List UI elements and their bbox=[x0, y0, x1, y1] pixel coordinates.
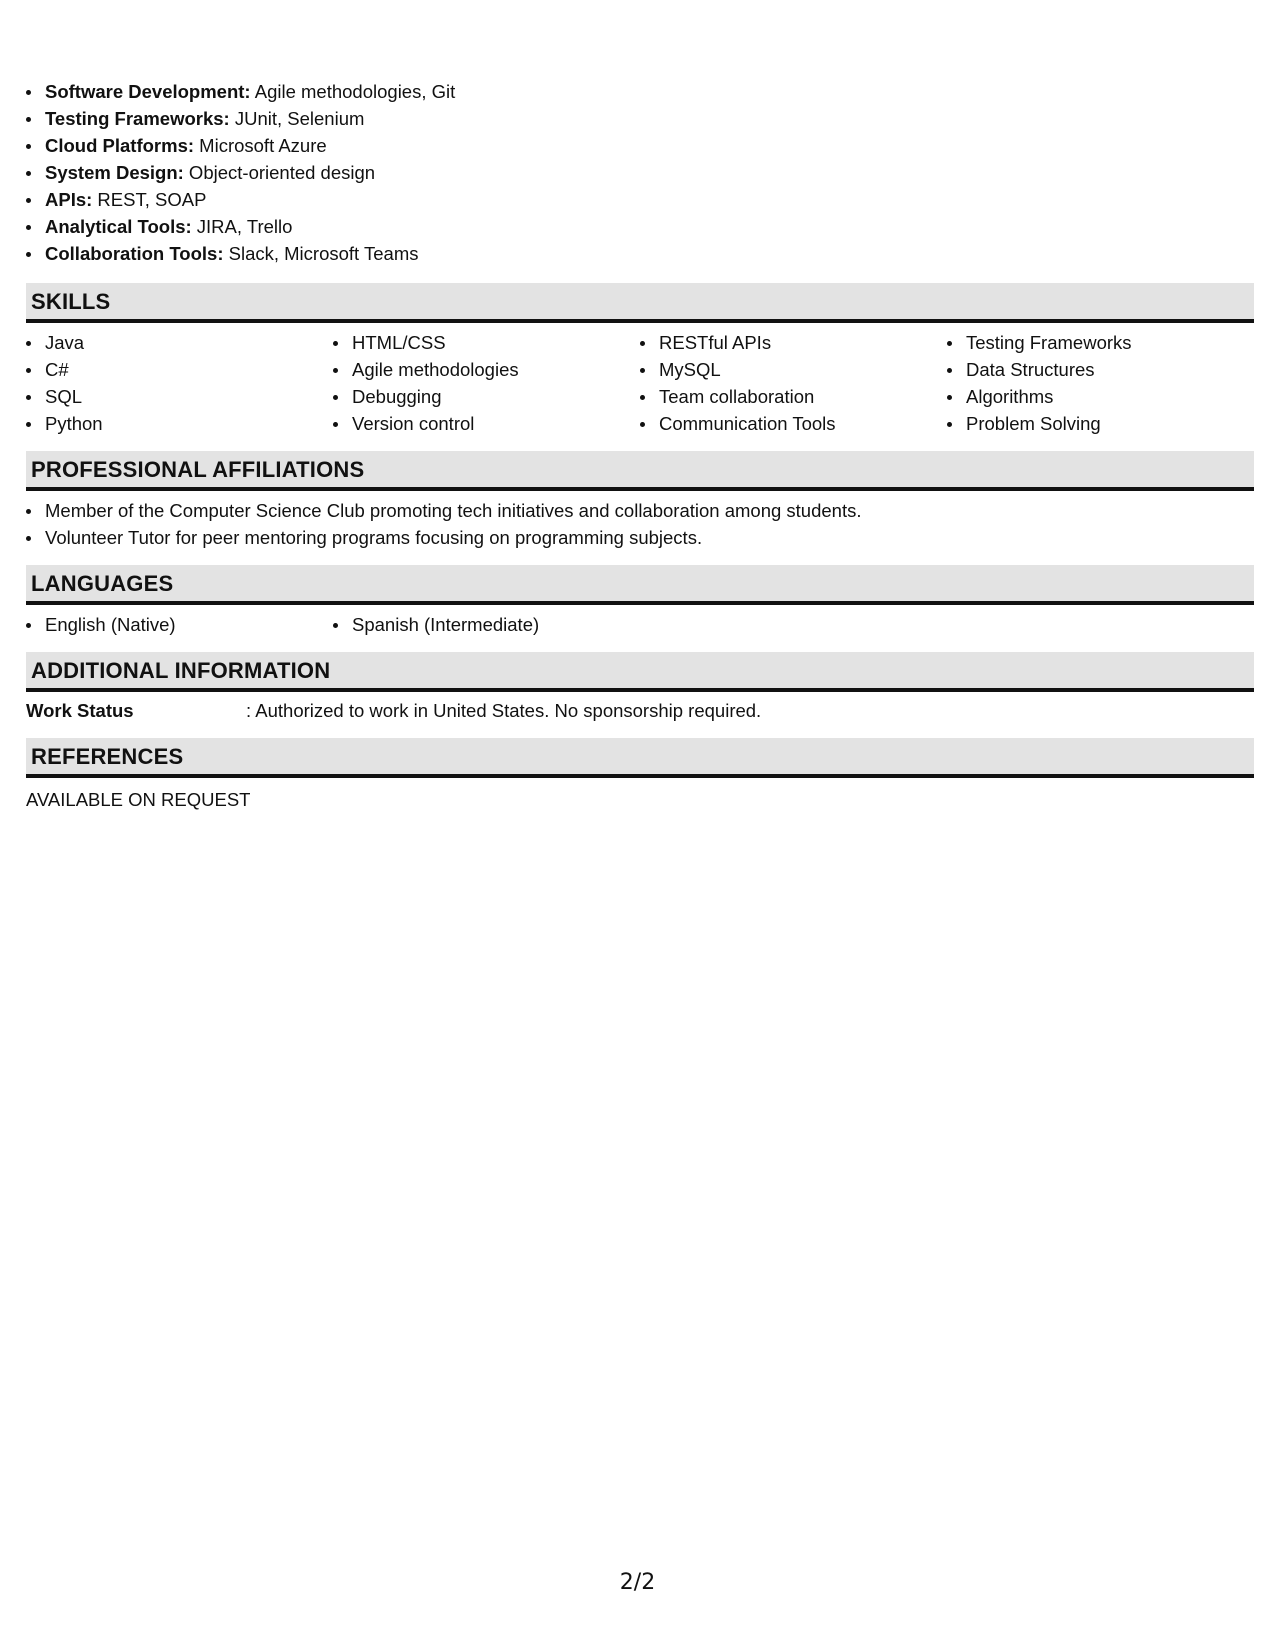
languages-column bbox=[333, 611, 539, 638]
additional-information-section bbox=[26, 652, 1254, 724]
list-item: Testing Frameworks bbox=[947, 329, 1254, 356]
technical-skill-label: System Design: bbox=[45, 162, 184, 183]
list-item: Python bbox=[26, 410, 333, 437]
list-item bbox=[26, 186, 1254, 213]
technical-skill-label: Cloud Platforms: bbox=[45, 135, 195, 156]
references-text: AVAILABLE ON REQUEST bbox=[26, 789, 251, 810]
resume-content bbox=[26, 78, 1254, 813]
spacer bbox=[26, 724, 1254, 738]
list-item: C# bbox=[26, 356, 333, 383]
list-item: Team collaboration bbox=[640, 383, 947, 410]
work-status-value: : Authorized to work in United States. No sponsorship required. bbox=[246, 700, 762, 721]
list-item: Data Structures bbox=[947, 356, 1254, 383]
languages-column bbox=[26, 611, 333, 638]
list-item bbox=[26, 159, 1254, 186]
technical-skill-value: Slack, Microsoft Teams bbox=[223, 243, 419, 264]
skills-column bbox=[333, 329, 640, 437]
list-item bbox=[26, 78, 1254, 105]
technical-skill-value: Agile methodologies, Git bbox=[250, 81, 456, 102]
list-item: HTML/CSS bbox=[333, 329, 640, 356]
technical-skills-list bbox=[26, 78, 1254, 267]
technical-skill-value: Object-oriented design bbox=[183, 162, 376, 183]
technical-skill-label: Analytical Tools: bbox=[45, 216, 192, 237]
section-heading: PROFESSIONAL AFFILIATIONS bbox=[26, 451, 1254, 491]
list-item: RESTful APIs bbox=[640, 329, 947, 356]
list-item bbox=[26, 213, 1254, 240]
section-heading: REFERENCES bbox=[26, 738, 1254, 778]
list-item bbox=[26, 132, 1254, 159]
list-item: Spanish (Intermediate) bbox=[333, 611, 539, 638]
technical-skill-value: JUnit, Selenium bbox=[229, 108, 365, 129]
work-status-row bbox=[26, 692, 1254, 724]
work-status-label: Work Status bbox=[26, 700, 134, 721]
list-item: Algorithms bbox=[947, 383, 1254, 410]
list-item: Volunteer Tutor for peer mentoring programs focusing on programming subjects. bbox=[26, 524, 1254, 551]
list-item bbox=[26, 240, 1254, 267]
list-item: Problem Solving bbox=[947, 410, 1254, 437]
spacer bbox=[26, 638, 1254, 652]
technical-skill-value: REST, SOAP bbox=[92, 189, 207, 210]
section-heading: SKILLS bbox=[26, 283, 1254, 323]
technical-skill-label: Collaboration Tools: bbox=[45, 243, 224, 264]
technical-skill-label: Software Development: bbox=[45, 81, 251, 102]
skills-grid bbox=[26, 323, 1254, 437]
spacer bbox=[26, 551, 1254, 565]
list-item: Version control bbox=[333, 410, 640, 437]
skills-column bbox=[26, 329, 333, 437]
list-item bbox=[26, 105, 1254, 132]
technical-skill-label: APIs: bbox=[45, 189, 93, 210]
references-section bbox=[26, 738, 1254, 813]
affiliations-list bbox=[26, 491, 1254, 551]
spacer bbox=[26, 437, 1254, 451]
list-item: Debugging bbox=[333, 383, 640, 410]
list-item: MySQL bbox=[640, 356, 947, 383]
skills-column bbox=[640, 329, 947, 437]
list-item: Agile methodologies bbox=[333, 356, 640, 383]
list-item: Member of the Computer Science Club promoting tech initiatives and collaboration among students. bbox=[26, 497, 1254, 524]
technical-skill-label: Testing Frameworks: bbox=[45, 108, 230, 129]
languages-grid bbox=[26, 605, 1254, 638]
skills-section bbox=[26, 283, 1254, 437]
list-item: Communication Tools bbox=[640, 410, 947, 437]
technical-skill-value: Microsoft Azure bbox=[194, 135, 327, 156]
section-heading: ADDITIONAL INFORMATION bbox=[26, 652, 1254, 692]
list-item: SQL bbox=[26, 383, 333, 410]
list-item: English (Native) bbox=[26, 611, 333, 638]
languages-section bbox=[26, 565, 1254, 638]
skills-column bbox=[947, 329, 1254, 437]
technical-skill-value: JIRA, Trello bbox=[191, 216, 293, 237]
list-item: Java bbox=[26, 329, 333, 356]
affiliations-section bbox=[26, 451, 1254, 551]
section-heading: LANGUAGES bbox=[26, 565, 1254, 605]
page-number: 2/2 bbox=[619, 1570, 656, 1595]
